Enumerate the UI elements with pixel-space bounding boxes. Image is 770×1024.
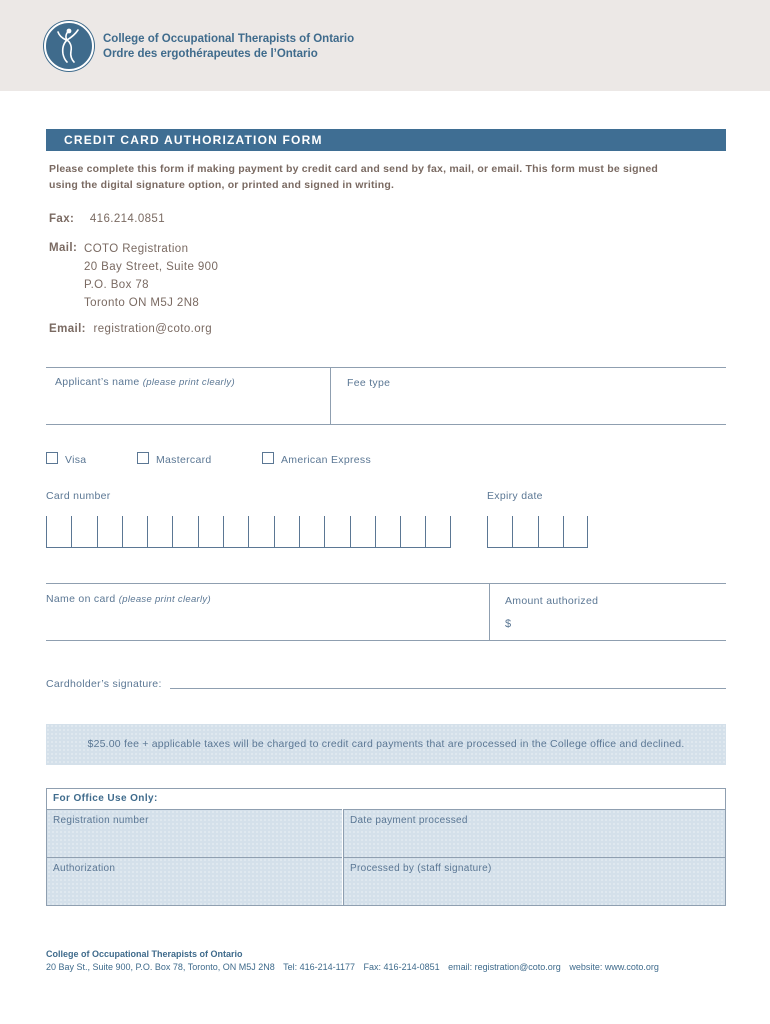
- divider: [46, 424, 726, 425]
- amount-authorized-label: Amount authorized: [505, 595, 599, 607]
- digit-box[interactable]: [487, 516, 512, 548]
- intro-text: [49, 161, 729, 193]
- email-line: [49, 323, 212, 335]
- digit-box[interactable]: [425, 516, 450, 548]
- digit-box[interactable]: [46, 516, 71, 548]
- digit-box[interactable]: [71, 516, 96, 548]
- fax-label: Fax:: [49, 213, 75, 225]
- org-name-fr: Ordre des ergothérapeutes de l’Ontario: [103, 48, 318, 60]
- org-name-block: [103, 32, 354, 62]
- fax-value: 416.214.0851: [89, 213, 166, 225]
- fee-type-field[interactable]: Fee type: [347, 377, 391, 389]
- office-use-section: [46, 788, 726, 906]
- footer-fax: Fax: 416-214-0851: [363, 962, 440, 972]
- visa-label: Visa: [65, 454, 87, 466]
- mail-line: COTO Registration: [84, 243, 189, 255]
- card-number-input[interactable]: [46, 516, 451, 548]
- card-number-label: Card number: [46, 490, 111, 502]
- digit-box[interactable]: [350, 516, 375, 548]
- registration-number-field[interactable]: Registration number: [47, 809, 342, 857]
- digit-box[interactable]: [122, 516, 147, 548]
- digit-box[interactable]: [248, 516, 273, 548]
- digit-box[interactable]: [97, 516, 122, 548]
- mail-line: Toronto ON M5J 2N8: [84, 297, 200, 309]
- footer-org-name: College of Occupational Therapists of Ontario: [46, 949, 243, 959]
- org-name-en: College of Occupational Therapists of Ontario: [103, 33, 355, 45]
- visa-checkbox[interactable]: [46, 452, 58, 464]
- page-header: [0, 0, 770, 91]
- divider: [46, 640, 726, 641]
- digit-box[interactable]: [375, 516, 400, 548]
- amount-authorized-field[interactable]: $: [505, 618, 512, 630]
- digit-box[interactable]: [400, 516, 425, 548]
- date-payment-processed-field[interactable]: Date payment processed: [343, 809, 725, 857]
- digit-box[interactable]: [198, 516, 223, 548]
- email-label: Email:: [49, 323, 86, 335]
- footer-email: email: registration@coto.org: [448, 962, 561, 972]
- mastercard-label: Mastercard: [156, 454, 212, 466]
- authorization-field[interactable]: Authorization: [47, 857, 342, 905]
- fee-notice: $25.00 fee + applicable taxes will be charged to credit card payments that are processed in the College office and declined.: [46, 724, 726, 765]
- office-use-title: For Office Use Only:: [53, 793, 158, 804]
- fax-line: [49, 213, 165, 225]
- form-title: CREDIT CARD AUTHORIZATION FORM: [46, 129, 726, 151]
- digit-box[interactable]: [147, 516, 172, 548]
- footer-website: website: www.coto.org: [569, 962, 659, 972]
- intro-line-1: Please complete this form if making payment by credit card and send by fax, mail, or email. This form must be signed: [49, 163, 659, 175]
- mastercard-checkbox[interactable]: [137, 452, 149, 464]
- digit-box[interactable]: [324, 516, 349, 548]
- amex-checkbox[interactable]: [262, 452, 274, 464]
- coto-logo-icon: [44, 21, 94, 71]
- digit-box[interactable]: [299, 516, 324, 548]
- digit-box[interactable]: [538, 516, 563, 548]
- signature-line[interactable]: [170, 688, 726, 689]
- intro-line-2: using the digital signature option, or printed and signed in writing.: [49, 179, 395, 191]
- divider: [330, 367, 331, 425]
- applicant-name-field[interactable]: Applicant’s name (please print clearly): [55, 376, 235, 388]
- expiry-date-input[interactable]: [487, 516, 588, 548]
- amex-label: American Express: [281, 454, 371, 466]
- signature-label: Cardholder’s signature:: [46, 678, 162, 690]
- footer-tel: Tel: 416-214-1177: [283, 962, 356, 972]
- digit-box[interactable]: [172, 516, 197, 548]
- footer-address: 20 Bay St., Suite 900, P.O. Box 78, Toronto, ON M5J 2N8: [46, 962, 275, 972]
- divider: [46, 367, 726, 368]
- processed-by-field[interactable]: Processed by (staff signature): [343, 857, 725, 905]
- divider: [46, 583, 726, 584]
- digit-box[interactable]: [563, 516, 588, 548]
- digit-box[interactable]: [274, 516, 299, 548]
- divider: [489, 583, 490, 641]
- expiry-date-label: Expiry date: [487, 490, 543, 502]
- mail-line: 20 Bay Street, Suite 900: [84, 261, 219, 273]
- footer-contact: [46, 962, 665, 972]
- digit-box[interactable]: [512, 516, 537, 548]
- mail-line: P.O. Box 78: [84, 279, 149, 291]
- mail-label: Mail:: [49, 242, 78, 254]
- digit-box[interactable]: [223, 516, 248, 548]
- email-value: registration@coto.org: [93, 323, 213, 335]
- name-on-card-field[interactable]: Name on card (please print clearly): [46, 593, 211, 605]
- mail-address: [84, 240, 218, 312]
